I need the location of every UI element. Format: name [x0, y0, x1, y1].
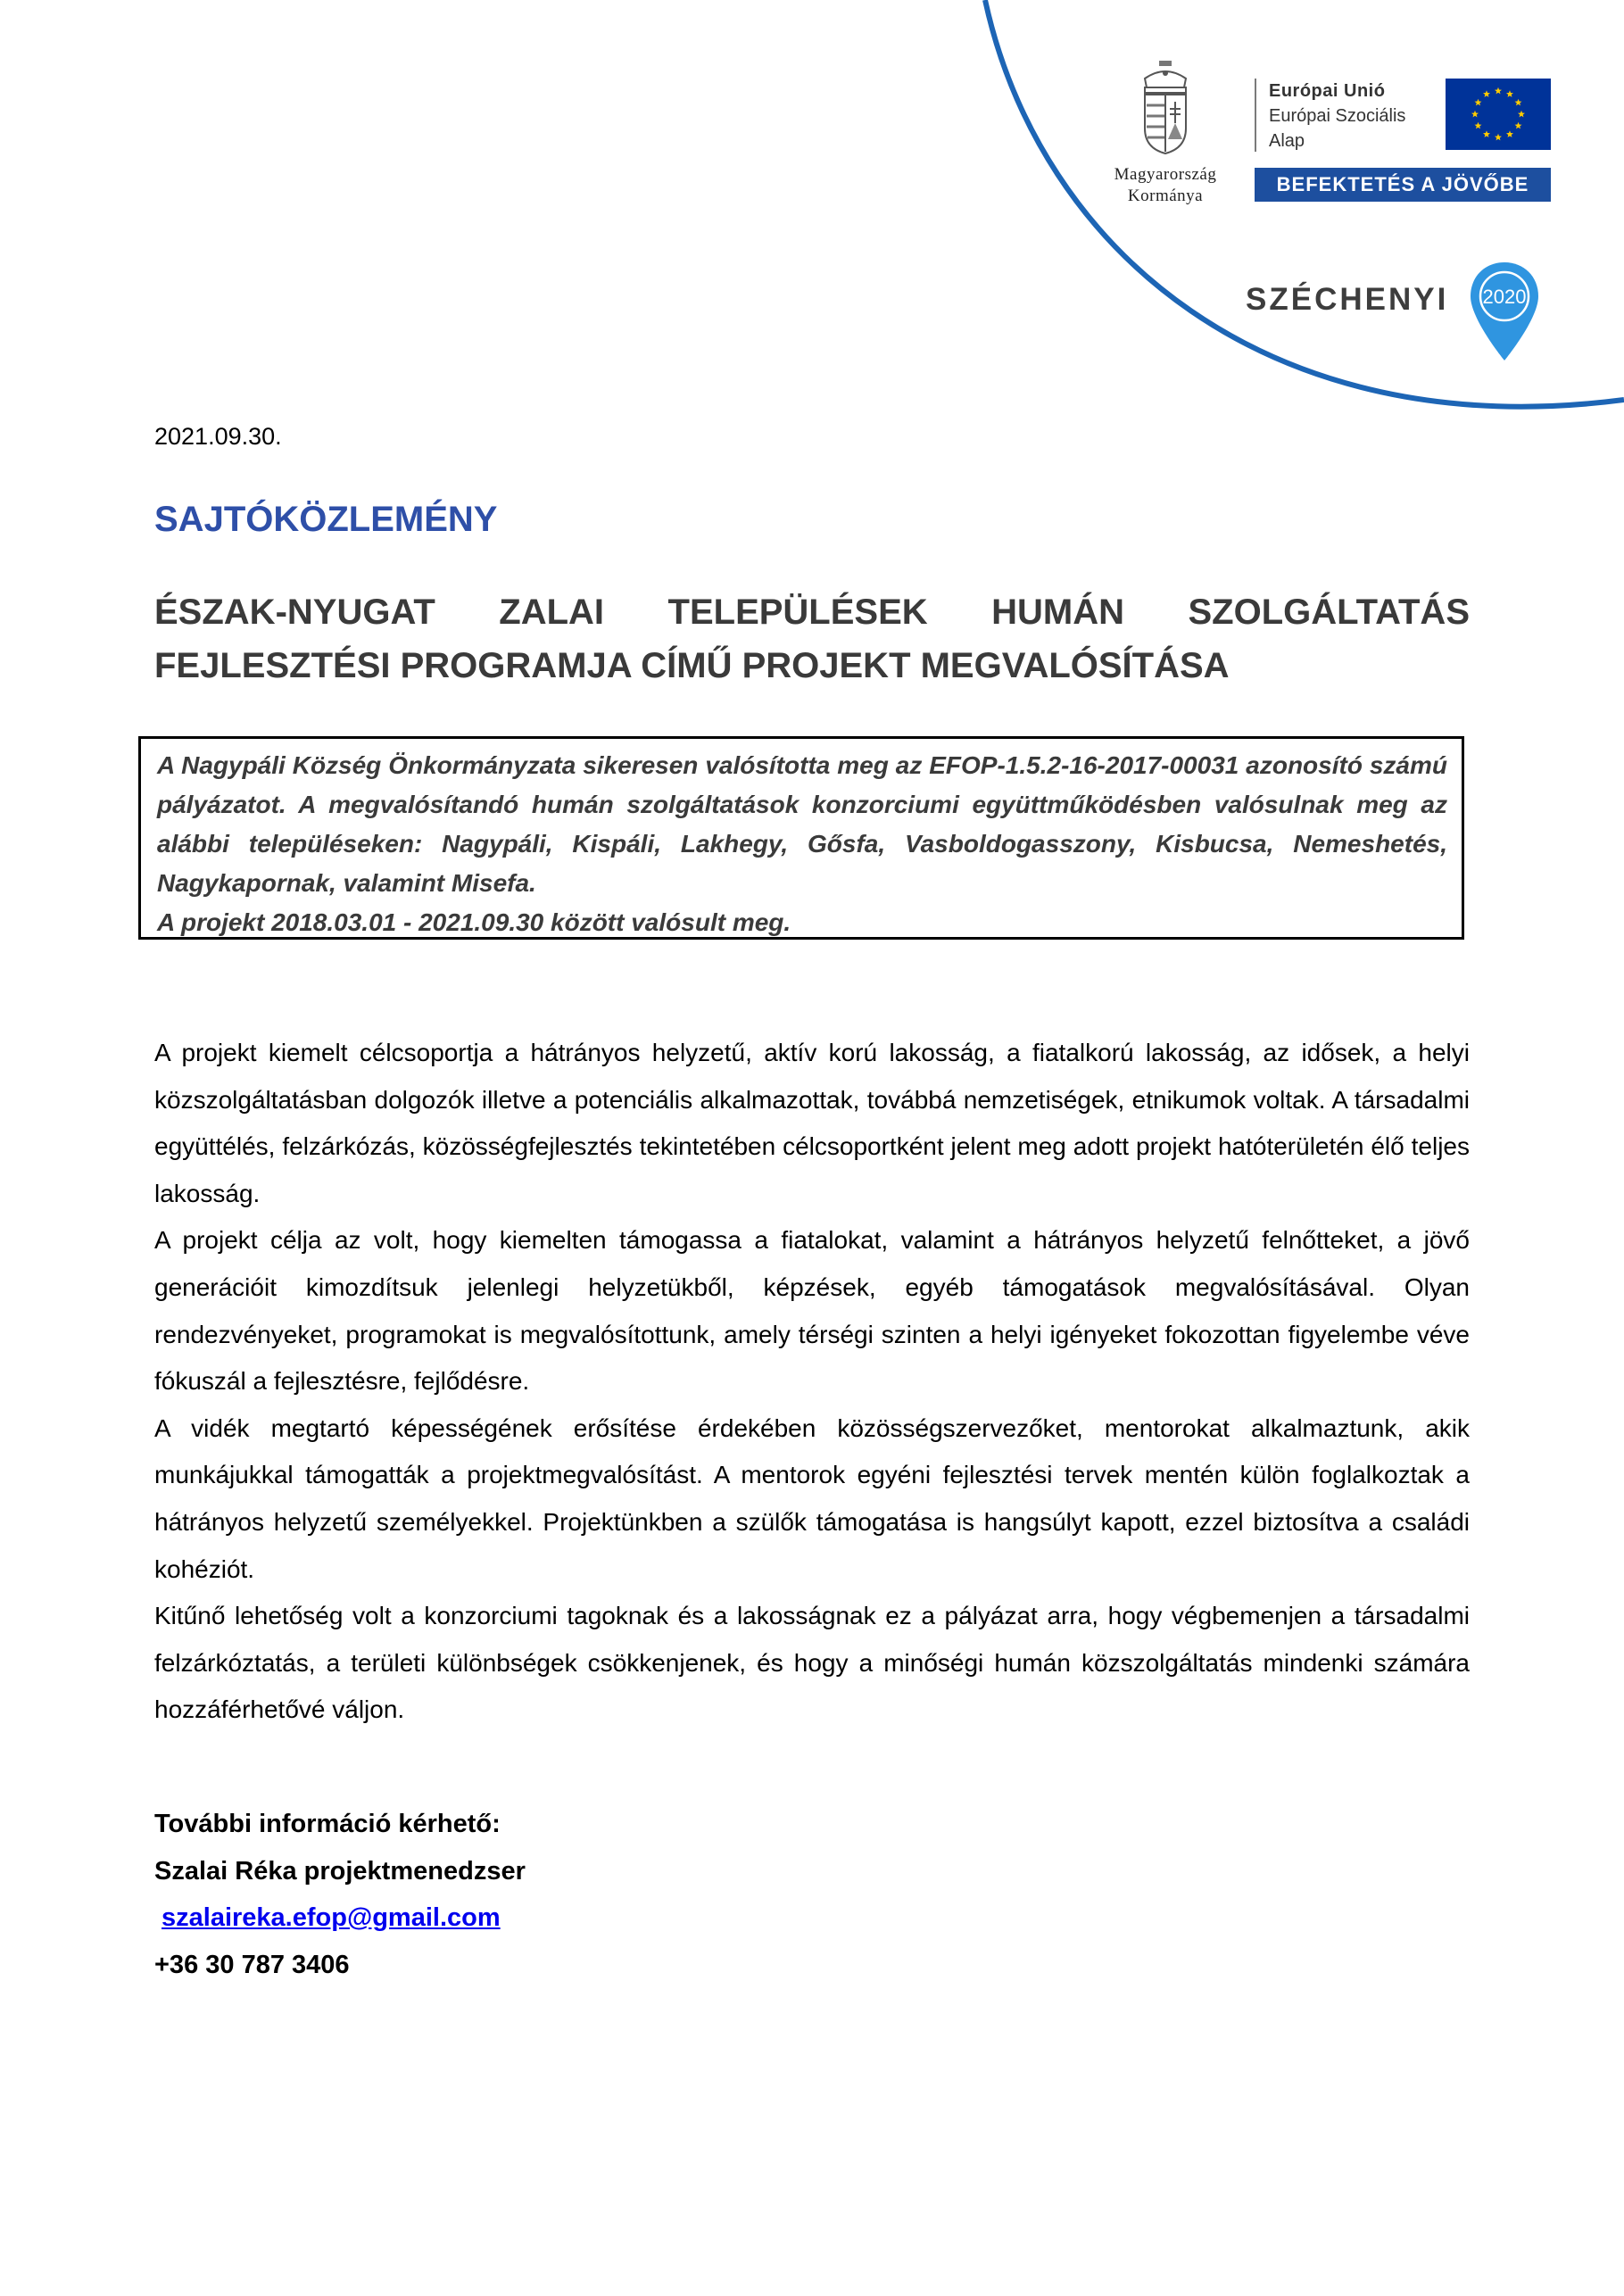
header-arc — [0, 0, 1624, 464]
summary-period: A projekt 2018.03.01 - 2021.09.30 között valósult meg. — [157, 908, 791, 936]
paragraph: Kitűnő lehetőség volt a konzorciumi tagoknak és a lakosságnak ez a pályázat arra, hogy végbemenjen a társadalmi felzárkóztatás, a területi különbségek csökkenjenek, és hogy a minőségi humán közszolgáltatás mindenki számára hozzáférhetővé váljon. — [154, 1602, 1470, 1724]
eu-flag-icon — [1446, 79, 1551, 150]
headline — [154, 585, 1470, 692]
body-text — [154, 1030, 1470, 1734]
headline-line2: FEJLESZTÉSI PROGRAMJA CÍMŰ PROJEKT MEGVALÓSÍTÁSA — [154, 646, 1230, 685]
headline-word: SZOLGÁLTATÁS — [1188, 593, 1470, 632]
headline-word: TELEPÜLÉSEK — [667, 593, 928, 632]
eu-banner: BEFEKTETÉS A JÖVŐBE — [1255, 168, 1551, 202]
eu-line3: Alap — [1269, 131, 1305, 151]
map-pin-icon — [1469, 261, 1540, 364]
headline-word: HUMÁN — [991, 593, 1125, 632]
eu-line1: Európai Unió — [1269, 81, 1386, 101]
headline-word: ÉSZAK-NYUGAT — [154, 593, 435, 632]
contact-phone: +36 30 787 3406 — [154, 1950, 350, 1979]
paragraph: A projekt kiemelt célcsoportja a hátrányos helyzetű, aktív korú lakosság, a fiatalkorú lakosság, az idősek, a helyi közszolgáltatásban dolgozók illetve a potenciális alkalmazottak, továbbá nemzetiségek, etnikumok voltak. A társadalmi együttélés, felzárkózás, közösségfejlesztés tekintetében célcsoportként jelent meg adott projekt hatóterületén élő teljes lakosság. — [154, 1039, 1470, 1207]
hu-name-line1: Magyarország — [1114, 165, 1217, 184]
summary-text: A Nagypáli Község Önkormányzata sikeresen valósította meg az EFOP-1.5.2-16-2017-00031 azonosító számú pályázatot. A megvalósítandó humán szolgáltatások konzorciumi együttműködésben valósulnak meg az alábbi településeken: Nagypáli, Kispáli, Lakhegy, Gősfa, Vasboldogasszony, Kisbucsa, Nemeshetés, Nagykapornak, valamint Misefa. — [157, 751, 1447, 897]
contact-block — [154, 1801, 526, 1988]
szechenyi-2020-logo — [1246, 261, 1540, 368]
paragraph: A vidék megtartó képességének erősítése érdekében közösségszervezőket, mentorokat alkalmaztunk, akik munkájukkal támogatták a projektmegvalósítást. A mentorok egyéni fejlesztési tervek mentén külön foglalkoztak a hátrányos helyzetű személyekkel. Projektünkben a szülők támogatása is hangsúlyt kapott, ezzel biztosítva a családi kohéziót. — [154, 1413, 1470, 1583]
contact-person: Szalai Réka projektmenedzser — [154, 1856, 526, 1886]
hungarian-coat-of-arms-icon — [1139, 59, 1191, 157]
szechenyi-name: SZÉCHENYI — [1246, 282, 1449, 317]
szechenyi-year: 2020 — [1482, 286, 1527, 308]
document-type-title: SAJTÓKÖZLEMÉNY — [154, 500, 498, 539]
hu-name-line2: Kormánya — [1127, 186, 1204, 205]
eu-divider — [1255, 79, 1256, 152]
eu-esf-logo — [1255, 75, 1551, 203]
headline-word: ZALAI — [499, 593, 605, 632]
contact-heading: További információ kérhető: — [154, 1810, 501, 1838]
hungarian-government-logo — [1087, 59, 1244, 207]
paragraph: A projekt célja az volt, hogy kiemelten támogassa a fiatalokat, valamint a hátrányos helyzetű felnőtteket, a jövő generációit kimozdítsuk jelenlegi helyzetükből, képzések, egyéb támogatások megvalósításával. Olyan rendezvényeket, programokat is megvalósítottunk, amely térségi szinten a helyi igényeket fokozottan figyelembe véve fókuszál a fejlesztésre, fejlődésre. — [154, 1226, 1470, 1396]
contact-email-link[interactable]: szalaireka.efop@gmail.com — [162, 1903, 501, 1933]
eu-line2: Európai Szociális — [1269, 106, 1406, 126]
headline-line1 — [154, 585, 1470, 639]
summary-box — [138, 736, 1464, 940]
document-date: 2021.09.30. — [154, 423, 282, 450]
